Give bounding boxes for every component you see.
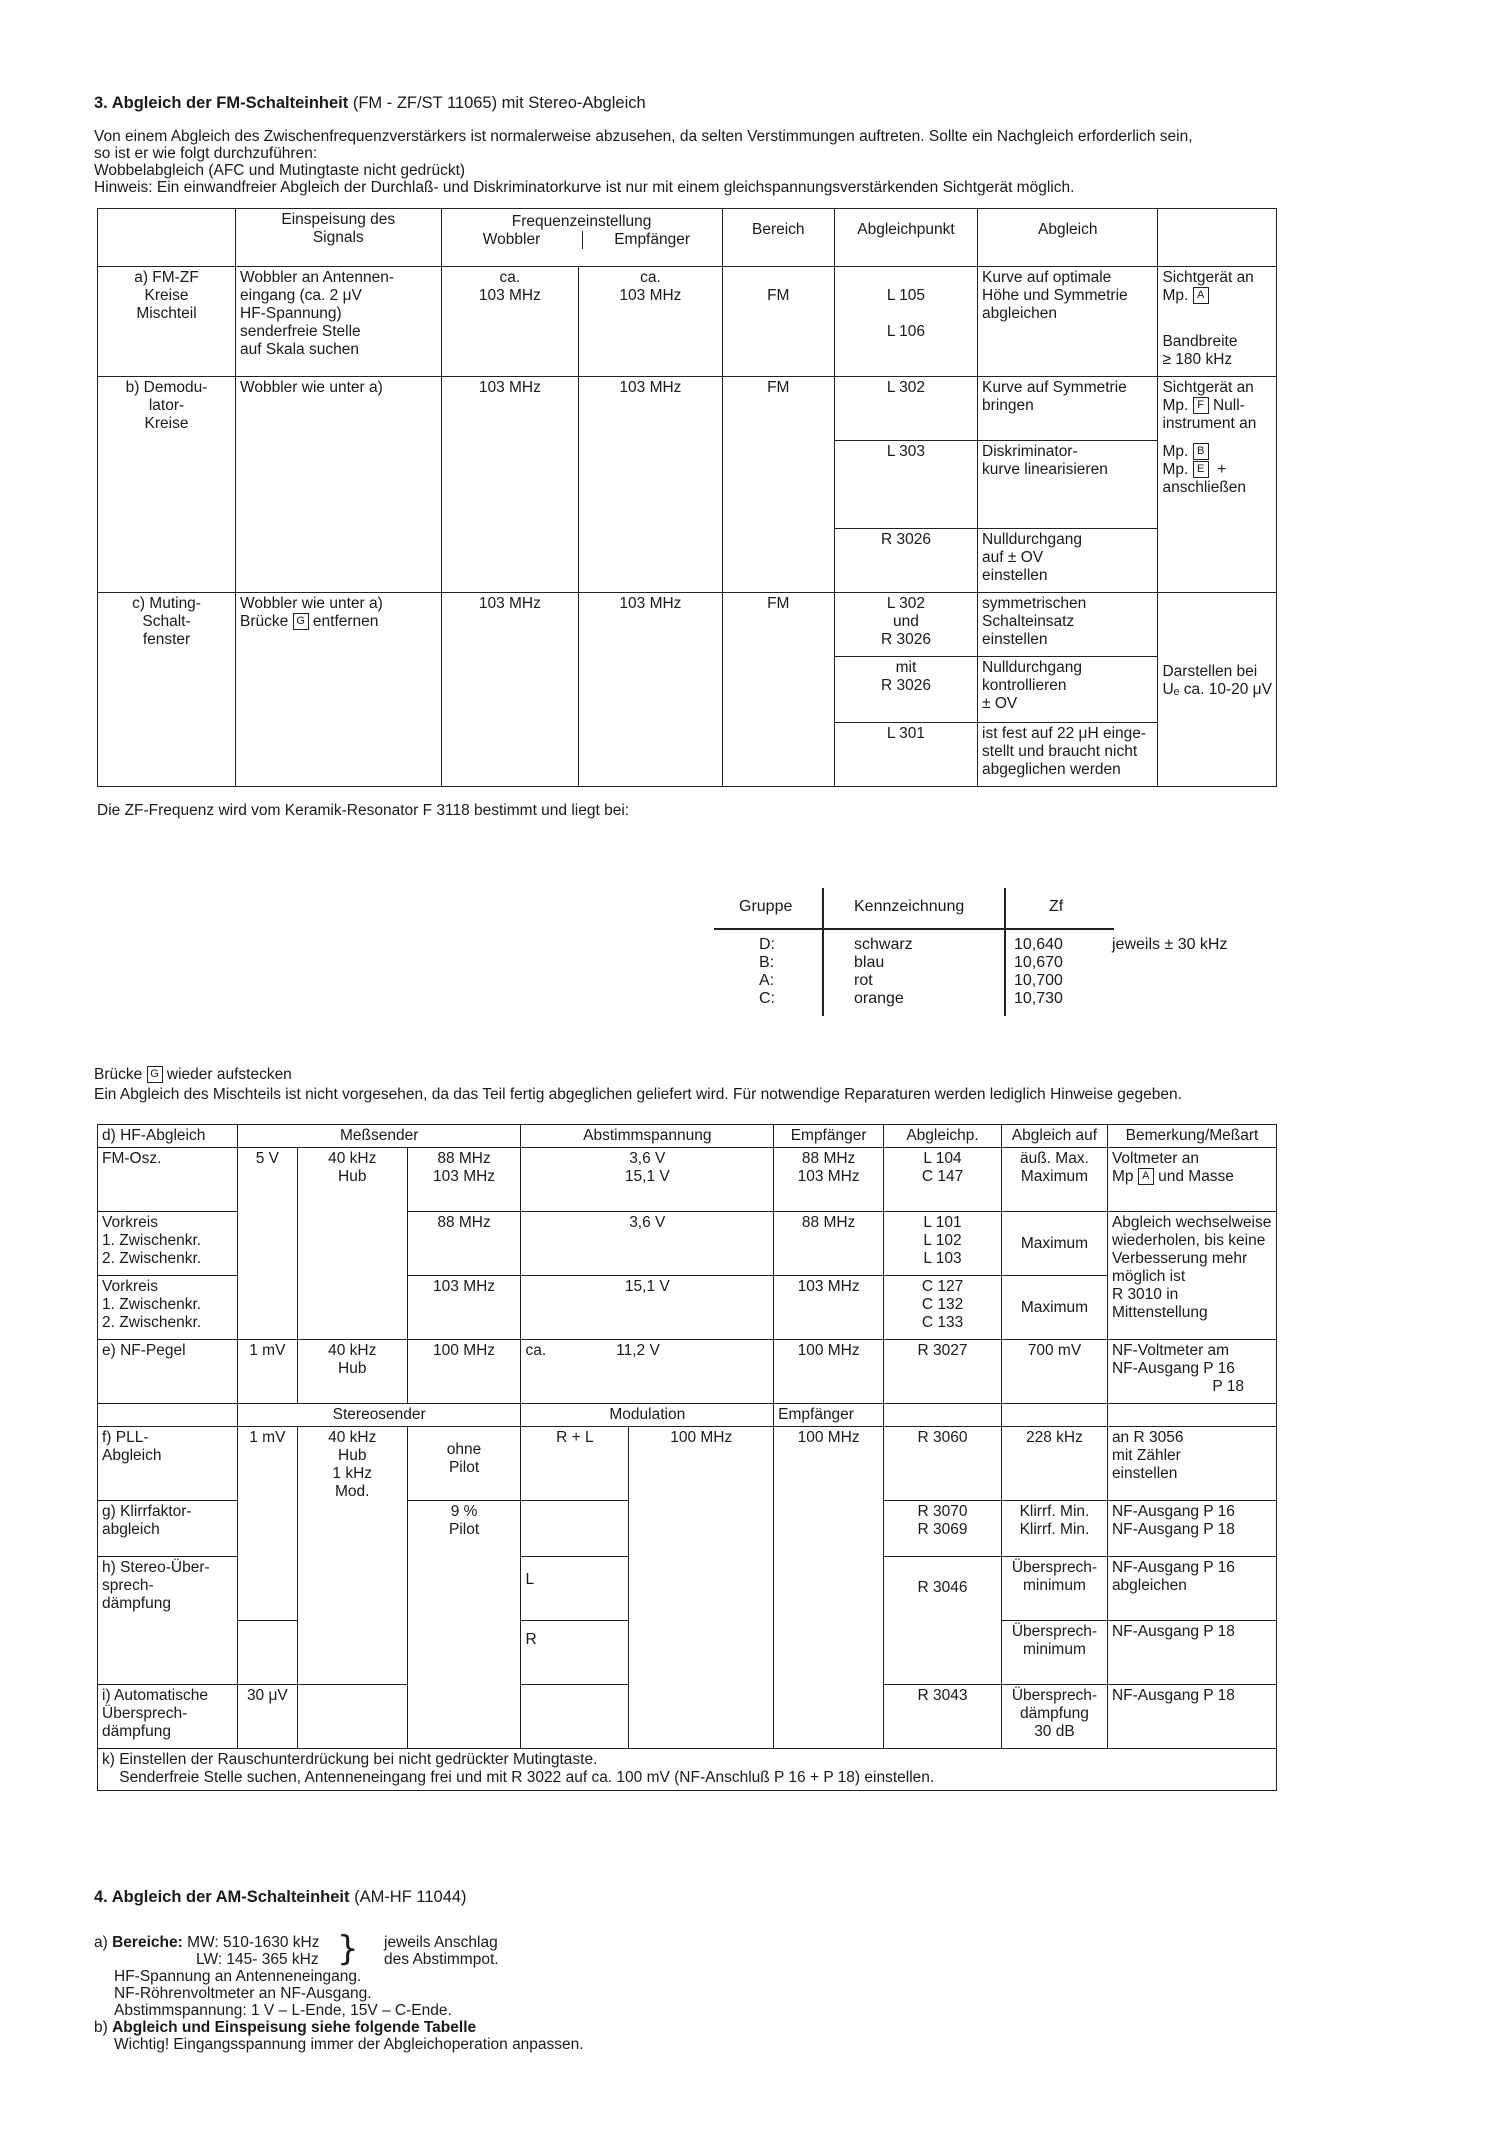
bem-text: Voltmeter an [1111,1150,1199,1167]
row-b-signal: Wobbler wie unter a) [236,377,441,593]
row-b-note [1158,377,1277,593]
sub-empty [1001,1404,1107,1427]
abst-value: 11,2 V [616,1342,660,1359]
note-text: instrument an [1162,415,1257,432]
row-a [98,267,1277,377]
section3-intro [94,128,1394,196]
bandwidth-note: Bandbreite ≥ 180 kHz [1162,333,1238,368]
measure-point-box: A [1138,1168,1154,1185]
zf-col-kennzeichnung [854,936,913,1008]
header-abgleich: Abgleich [978,209,1158,267]
hf-punkt: R 3046 [884,1557,1002,1685]
zf-tolerance-note: jeweils ± 30 kHz [1112,936,1228,953]
intro-line: Von einem Abgleich des Zwischenfrequenzverstärkers ist normalerweise abzusehen, da selten Verstimmungen auftreten. Sollte ein Nachgleich erforderlich sein, [94,128,1193,145]
hf-header: Bemerkung/Meßart [1107,1125,1276,1148]
hf-subheader: Modulation [521,1404,774,1427]
measure-point-box: B [1193,443,1209,460]
zf-cell: D: [759,936,775,953]
hf-row-nf [98,1340,1277,1404]
row-a-abgleich: Kurve auf optimale Höhe und Symmetrie abgleichen [978,267,1158,377]
hf-row-fmosz [98,1148,1277,1212]
bereiche-label: Bereiche: [112,1934,183,1951]
row-a-signal: Wobbler an Antennen- eingang (ca. 2 μV HF-Spannung) senderfreie Stelle auf Skala suchen [236,267,441,377]
sub-empty [884,1404,1002,1427]
hf-header-row [98,1125,1277,1148]
zf-cell: rot [854,972,873,989]
bridge-box: G [147,1066,163,1083]
row-c-punkt: L 301 [834,723,977,787]
am-line: HF-Spannung an Antenneneingang. [114,1968,362,1985]
zf-cell: A: [759,972,775,989]
zf-divider [1004,888,1006,1016]
hf-empf: 88 MHz 103 MHz [774,1148,884,1212]
hf-auf: äuß. Max. Maximum [1001,1148,1107,1212]
hf-freq: 88 MHz 103 MHz [407,1148,521,1212]
hf-hub-empty [297,1685,407,1749]
bem-text: und Masse [1158,1168,1234,1185]
signal-text: entfernen [312,613,379,630]
hf-abst: 15,1 V [521,1276,774,1340]
hf-auf: 228 kHz [1001,1427,1107,1501]
intro-line: so ist er wie folgt durchzuführen: [94,145,318,162]
row-a-punkt: L 105 L 106 [834,267,977,377]
zf-header-kennzeichnung: Kennzeichnung [854,898,965,915]
row-b-1 [98,377,1277,441]
hf-level: 1 mV [237,1340,297,1404]
hf-auf: Maximum [1001,1212,1107,1276]
row-a-note [1158,267,1277,377]
hf-bem [1107,1340,1276,1404]
row-c-abgleich: Nulldurchgang kontrollieren ± OV [978,657,1158,723]
hf-header: Empfänger [774,1125,884,1148]
zf-cell: B: [759,954,775,971]
hf-auf: Klirrf. Min. Klirrf. Min. [1001,1501,1107,1557]
zf-cell: orange [854,990,904,1007]
hf-mod-l: L [521,1557,629,1621]
row-a-label: a) FM-ZF Kreise Mischteil [98,267,236,377]
header-note [1158,209,1277,267]
hf-label: g) Klirrfaktor- abgleich [98,1501,238,1557]
hf-hub: 40 kHz Hub [297,1148,407,1340]
bem-text: P 18 [1212,1378,1244,1395]
hf-subheader: Empfänger [774,1404,884,1427]
hf-row-pll [98,1427,1277,1501]
note-text: Mp. [1162,461,1189,478]
row-c-note: Darstellen bei Uₑ ca. 10-20 μV [1158,593,1277,787]
hf-punkt: R 3070 R 3069 [884,1501,1002,1557]
header-freq-label: Frequenzeinstellung [511,213,652,230]
fm-header-row [98,209,1277,267]
hf-auf: Maximum [1001,1276,1107,1340]
brace-icon: } [337,1929,359,1969]
hf-label: h) Stereo-Über- sprech- dämpfung [98,1557,238,1685]
hf-label: e) NF-Pegel [98,1340,238,1404]
row-c-abgleich: symmetrischen Schalteinsatz einstellen [978,593,1158,657]
hf-bem [1107,1148,1276,1212]
row-a-empfaenger: ca. 103 MHz [579,267,723,377]
hf-freq: 103 MHz [407,1276,521,1340]
mischteil-note: Ein Abgleich des Mischteils ist nicht vorgesehen, da das Teil fertig abgeglichen geliefert wird. Für notwendige Reparaturen werden lediglich Hinweise gegeben. [94,1086,1182,1103]
sub-empty [98,1404,238,1427]
zf-cell: C: [759,990,775,1007]
hf-pilot: 9 % Pilot [407,1501,521,1749]
hf-empf: 100 MHz [774,1427,884,1749]
zf-header-line [714,928,1114,930]
row-a-wobbler: ca. 103 MHz [441,267,579,377]
hf-hub: 40 kHz Hub [297,1340,407,1404]
row-c-1 [98,593,1277,657]
signal-text: Brücke [240,613,289,630]
header-abgleichpunkt: Abgleichpunkt [834,209,977,267]
row-b-punkt: R 3026 [834,529,977,593]
hf-freq: 88 MHz [407,1212,521,1276]
hf-bem: Abgleich wechselweise wiederholen, bis keine Verbesserung mehr möglich ist R 3010 in Mittenstellung [1107,1212,1276,1340]
mw-range: MW: 510-1630 kHz [187,1934,320,1951]
row-a-bereich: FM [722,267,834,377]
hf-abst: 3,6 V [521,1212,774,1276]
note-text: Mp. [1162,287,1189,304]
hf-abst [521,1340,774,1404]
measure-point-box: E [1193,461,1209,478]
hf-level: 1 mV [237,1427,297,1621]
header-empfaenger: Empfänger [582,231,722,249]
bereiche-block [94,1929,994,1969]
am-line: NF-Röhrenvoltmeter an NF-Ausgang. [114,1985,372,2002]
section3-title: 3. Abgleich der FM-Schalteinheit (FM - ZF/ST 11065) mit Stereo-Abgleich [94,94,646,112]
bem-text: Mp [1111,1168,1134,1185]
hf-empf: 100 MHz [774,1340,884,1404]
hf-auf: Übersprech- minimum [1001,1621,1107,1685]
hf-punkt: L 104 C 147 [884,1148,1002,1212]
zf-cell: 10,730 [1014,990,1063,1007]
row-b-abgleich: Kurve auf Symmetrie bringen [978,377,1158,441]
intro-line: Hinweis: Ein einwandfreier Abgleich der Durchlaß- und Diskriminatorkurve ist nur mit einem gleichspannungsverstärkenden Sichtgerät möglich. [94,179,1075,196]
measure-point-box: A [1193,287,1209,304]
lw-range: LW: 145- 365 kHz [196,1951,319,1968]
sub-empty [1107,1404,1276,1427]
hf-header: Abstimmspannung [521,1125,774,1148]
zf-cell: blau [854,954,885,971]
hf-mod-r: R [521,1621,629,1685]
zf-table [714,888,1228,1016]
hf-subheader-row [98,1404,1277,1427]
bridge-box: G [293,613,309,630]
bruecke-note [94,1066,292,1083]
hf-freq: 100 MHz [629,1427,774,1749]
note-text: + [1217,461,1227,478]
hf-punkt: R 3027 [884,1340,1002,1404]
hf-punkt: C 127 C 132 C 133 [884,1276,1002,1340]
row-c-bereich: FM [722,593,834,787]
row-c-label: c) Muting- Schalt- fenster [98,593,236,787]
note-text: Mp. [1162,397,1189,414]
hf-label: i) Automatische Übersprech- dämpfung [98,1685,238,1749]
hf-empf: 88 MHz [774,1212,884,1276]
header-signal: Einspeisung des Signals [236,209,441,267]
row-c-wobbler: 103 MHz [441,593,579,787]
hf-alignment-table [97,1124,1277,1791]
table-reference: Abgleich und Einspeisung siehe folgende Tabelle [112,2019,477,2036]
hf-bem: NF-Ausgang P 18 [1107,1621,1276,1685]
hf-punkt: L 101 L 102 L 103 [884,1212,1002,1276]
note-text: Mp. [1162,443,1189,460]
hf-bem: NF-Ausgang P 16 NF-Ausgang P 18 [1107,1501,1276,1557]
hf-bem: NF-Ausgang P 16 abgleichen [1107,1557,1276,1621]
intro-line: Wobbelabgleich (AFC und Mutingtaste nicht gedrückt) [94,162,466,179]
abst-ca: ca. [525,1342,547,1359]
bruecke-text: Brücke [94,1066,143,1083]
hf-header: Abgleich auf [1001,1125,1107,1148]
bem-text: NF-Voltmeter am NF-Ausgang P 16 [1111,1342,1235,1377]
hf-header: Abgleichp. [884,1125,1002,1148]
hf-level: 30 μV [237,1685,297,1749]
row-b-bereich: FM [722,377,834,593]
zf-cell: schwarz [854,936,913,953]
item-prefix: b) [94,2019,108,2036]
header-freq [441,209,722,267]
hf-mod-empty [521,1685,629,1749]
am-line: Abstimmspannung: 1 V – L-Ende, 15V – C-Ende. [114,2002,452,2019]
row-c-abgleich: ist fest auf 22 μH einge- stellt und braucht nicht abgeglichen werden [978,723,1158,787]
zf-col-zf [1014,936,1063,1008]
hf-auf: Übersprech- dämpfung 30 dB [1001,1685,1107,1749]
hf-label: Vorkreis 1. Zwischenkr. 2. Zwischenkr. [98,1212,238,1276]
row-b-punkt: L 302 [834,377,977,441]
hf-subheader: Stereosender [237,1404,521,1427]
bruecke-text: wieder aufstecken [166,1066,292,1083]
zf-col-gruppe [759,936,775,1008]
hf-header: d) HF-Abgleich [98,1125,238,1148]
row-c-punkt: mit R 3026 [834,657,977,723]
header-bereich: Bereich [722,209,834,267]
section4-body [94,1929,994,2053]
zf-header-zf: Zf [1049,898,1064,915]
hf-punkt: R 3043 [884,1685,1002,1749]
row-c-signal [236,593,441,787]
hf-pilot: ohne Pilot [407,1427,521,1501]
zf-cell: 10,700 [1014,972,1063,989]
hf-bem: NF-Ausgang P 18 [1107,1685,1276,1749]
header-empty [98,209,236,267]
row-b-abgleich: Nulldurchgang auf ± OV einstellen [978,529,1158,593]
row-c-punkt: L 302 und R 3026 [834,593,977,657]
item-prefix: a) [94,1934,108,1951]
section4-title: 4. Abgleich der AM-Schalteinheit (AM-HF 11044) [94,1888,467,1906]
row-b-abgleich: Diskriminator- kurve linearisieren [978,441,1158,529]
header-wobbler: Wobbler [482,231,541,248]
row-b-empfaenger: 103 MHz [579,377,723,593]
hf-k-note: k) Einstellen der Rauschunterdrückung bei nicht gedrückter Mutingtaste. Senderfreie Stelle suchen, Antenneneingang frei und mit R 3022 auf ca. 100 mV (NF-Anschluß P 16 + P 18) einstellen. [98,1749,1277,1791]
note-text: Sichtgerät an [1162,379,1254,396]
hf-hub: 40 kHz Hub 1 kHz Mod. [297,1427,407,1685]
hf-level: 5 V [237,1148,297,1340]
row-b-label: b) Demodu- lator- Kreise [98,377,236,593]
note-text: Sichtgerät an [1162,269,1254,286]
zf-header-gruppe: Gruppe [739,898,793,915]
hf-row-k [98,1749,1277,1791]
zf-cell: 10,640 [1014,936,1063,953]
note-text: anschließen [1162,479,1247,496]
hf-punkt: R 3060 [884,1427,1002,1501]
brace-note: jeweils Anschlag des Abstimmpot. [384,1934,499,1968]
hf-bem: an R 3056 mit Zähler einstellen [1107,1427,1276,1501]
hf-label: f) PLL- Abgleich [98,1427,238,1501]
hf-mod: R + L [521,1427,629,1501]
hf-header: Meßsender [237,1125,521,1148]
hf-empf: 103 MHz [774,1276,884,1340]
zf-cell: 10,670 [1014,954,1063,971]
zf-intro: Die ZF-Frequenz wird vom Keramik-Resonator F 3118 bestimmt und liegt bei: [97,802,630,819]
hf-label: Vorkreis 1. Zwischenkr. 2. Zwischenkr. [98,1276,238,1340]
signal-text: Wobbler wie unter a) [240,595,383,612]
hf-label: FM-Osz. [98,1148,238,1212]
row-c-empfaenger: 103 MHz [579,593,723,787]
row-b-punkt: L 303 [834,441,977,529]
hf-abst: 3,6 V 15,1 V [521,1148,774,1212]
hf-mod-empty [521,1501,629,1557]
hf-auf: Übersprech- minimum [1001,1557,1107,1621]
fm-alignment-table [97,208,1277,787]
zf-divider [822,888,824,1016]
row-b-wobbler: 103 MHz [441,377,579,593]
important-note: Wichtig! Eingangsspannung immer der Abgleichoperation anpassen. [114,2036,584,2053]
measure-point-box: F [1193,397,1209,414]
hf-level-empty [237,1621,297,1685]
note-text: Null- [1212,397,1245,414]
hf-auf: 700 mV [1001,1340,1107,1404]
hf-freq: 100 MHz [407,1340,521,1404]
